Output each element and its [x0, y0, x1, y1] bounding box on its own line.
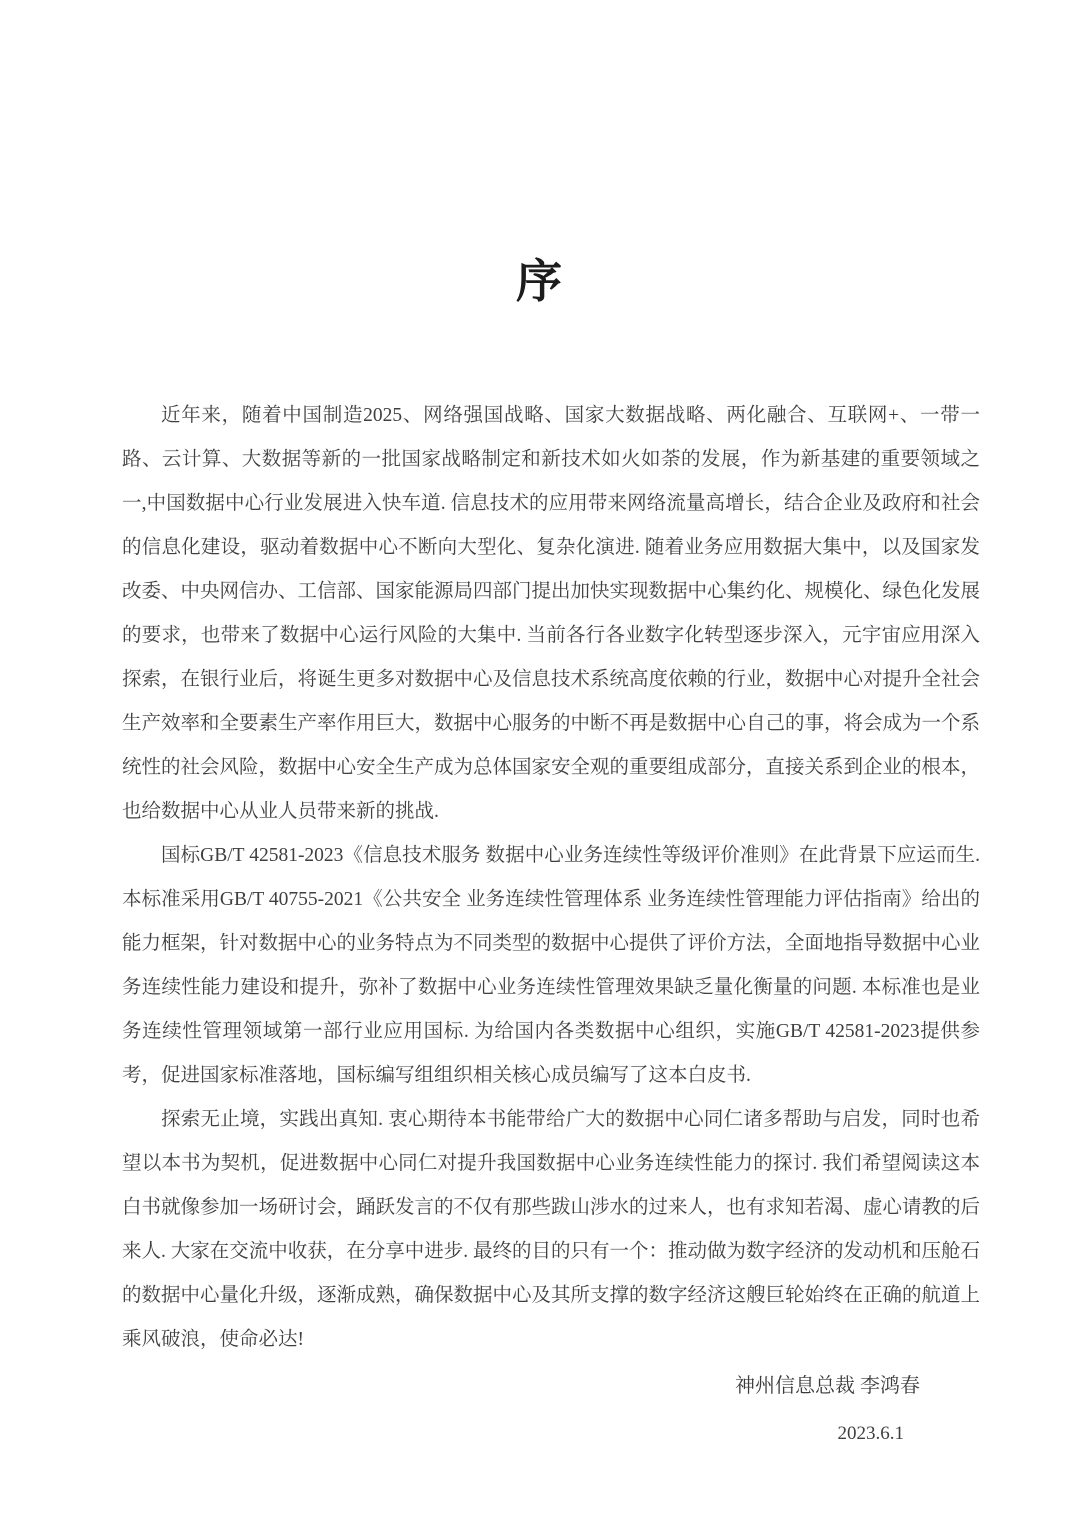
page-title: 序	[516, 256, 564, 307]
paragraph-3: 探索无止境，实践出真知. 衷心期待本书能带给广大的数据中心同仁诸多帮助与启发，同时也希望以本书为契机，促进数据中心同仁对提升我国数据中心业务连续性能力的探讨. 我们希望阅读这本白书就像参加一场研讨会，踊跃发言的不仅有那些跋山涉水的过来人，也有求知若渴、虚心请教的后来人. 大家在交流中收获，在分享中进步. 最终的目的只有一个：推动做为数字经济的发动机和压舱石的数据中心量化升级，逐渐成熟，确保数据中心及其所支撑的数字经济这艘巨轮始终在正确的航道上乘风破浪，使命必达!	[122, 1109, 981, 1350]
paragraph-2: 国标GB/T 42581-2023《信息技术服务 数据中心业务连续性等级评价准则》在此背景下应运而生. 本标准采用GB/T 40755-2021《公共安全 业务连续性管理体系 业务连续性管理能力评估指南》给出的能力框架，针对数据中心的业务特点为不同类型的数据中心提供了评价方法，全面地指导数据中心业务连续性能力建设和提升，弥补了数据中心业务连续性管理效果缺乏量化衡量的问题. 本标准也是业务连续性管理领域第一部行业应用国标. 为给国内各类数据中心组织，实施GB/T 42581-2023提供参考，促进国家标准落地，国标编写组组织相关核心成员编写了这本白皮书.	[122, 845, 981, 1086]
signature-line: 神州信息总裁 李鸿春	[735, 1375, 920, 1397]
date-line: 2023.6.1	[837, 1423, 904, 1444]
document-body	[0, 312, 1080, 1456]
paragraph-1: 近年来，随着中国制造2025、网络强国战略、国家大数据战略、两化融合、互联网+、一带一路、云计算、大数据等新的一批国家战略制定和新技术如火如荼的发展，作为新基建的重要领域之一,中国数据中心行业发展进入快车道. 信息技术的应用带来网络流量高增长，结合企业及政府和社会的信息化建设，驱动着数据中心不断向大型化、复杂化演进. 随着业务应用数据大集中，以及国家发改委、中央网信办、工信部、国家能源局四部门提出加快实现数据中心集约化、规模化、绿色化发展的要求，也带来了数据中心运行风险的大集中. 当前各行各业数字化转型逐步深入，元宇宙应用深入探索，在银行业后，将诞生更多对数据中心及信息技术系统高度依赖的行业，数据中心对提升全社会生产效率和全要素生产率作用巨大，数据中心服务的中断不再是数据中心自己的事，将会成为一个系统性的社会风险，数据中心安全生产成为总体国家安全观的重要组成部分，直接关系到企业的根本，也给数据中心从业人员带来新的挑战.	[122, 405, 981, 822]
